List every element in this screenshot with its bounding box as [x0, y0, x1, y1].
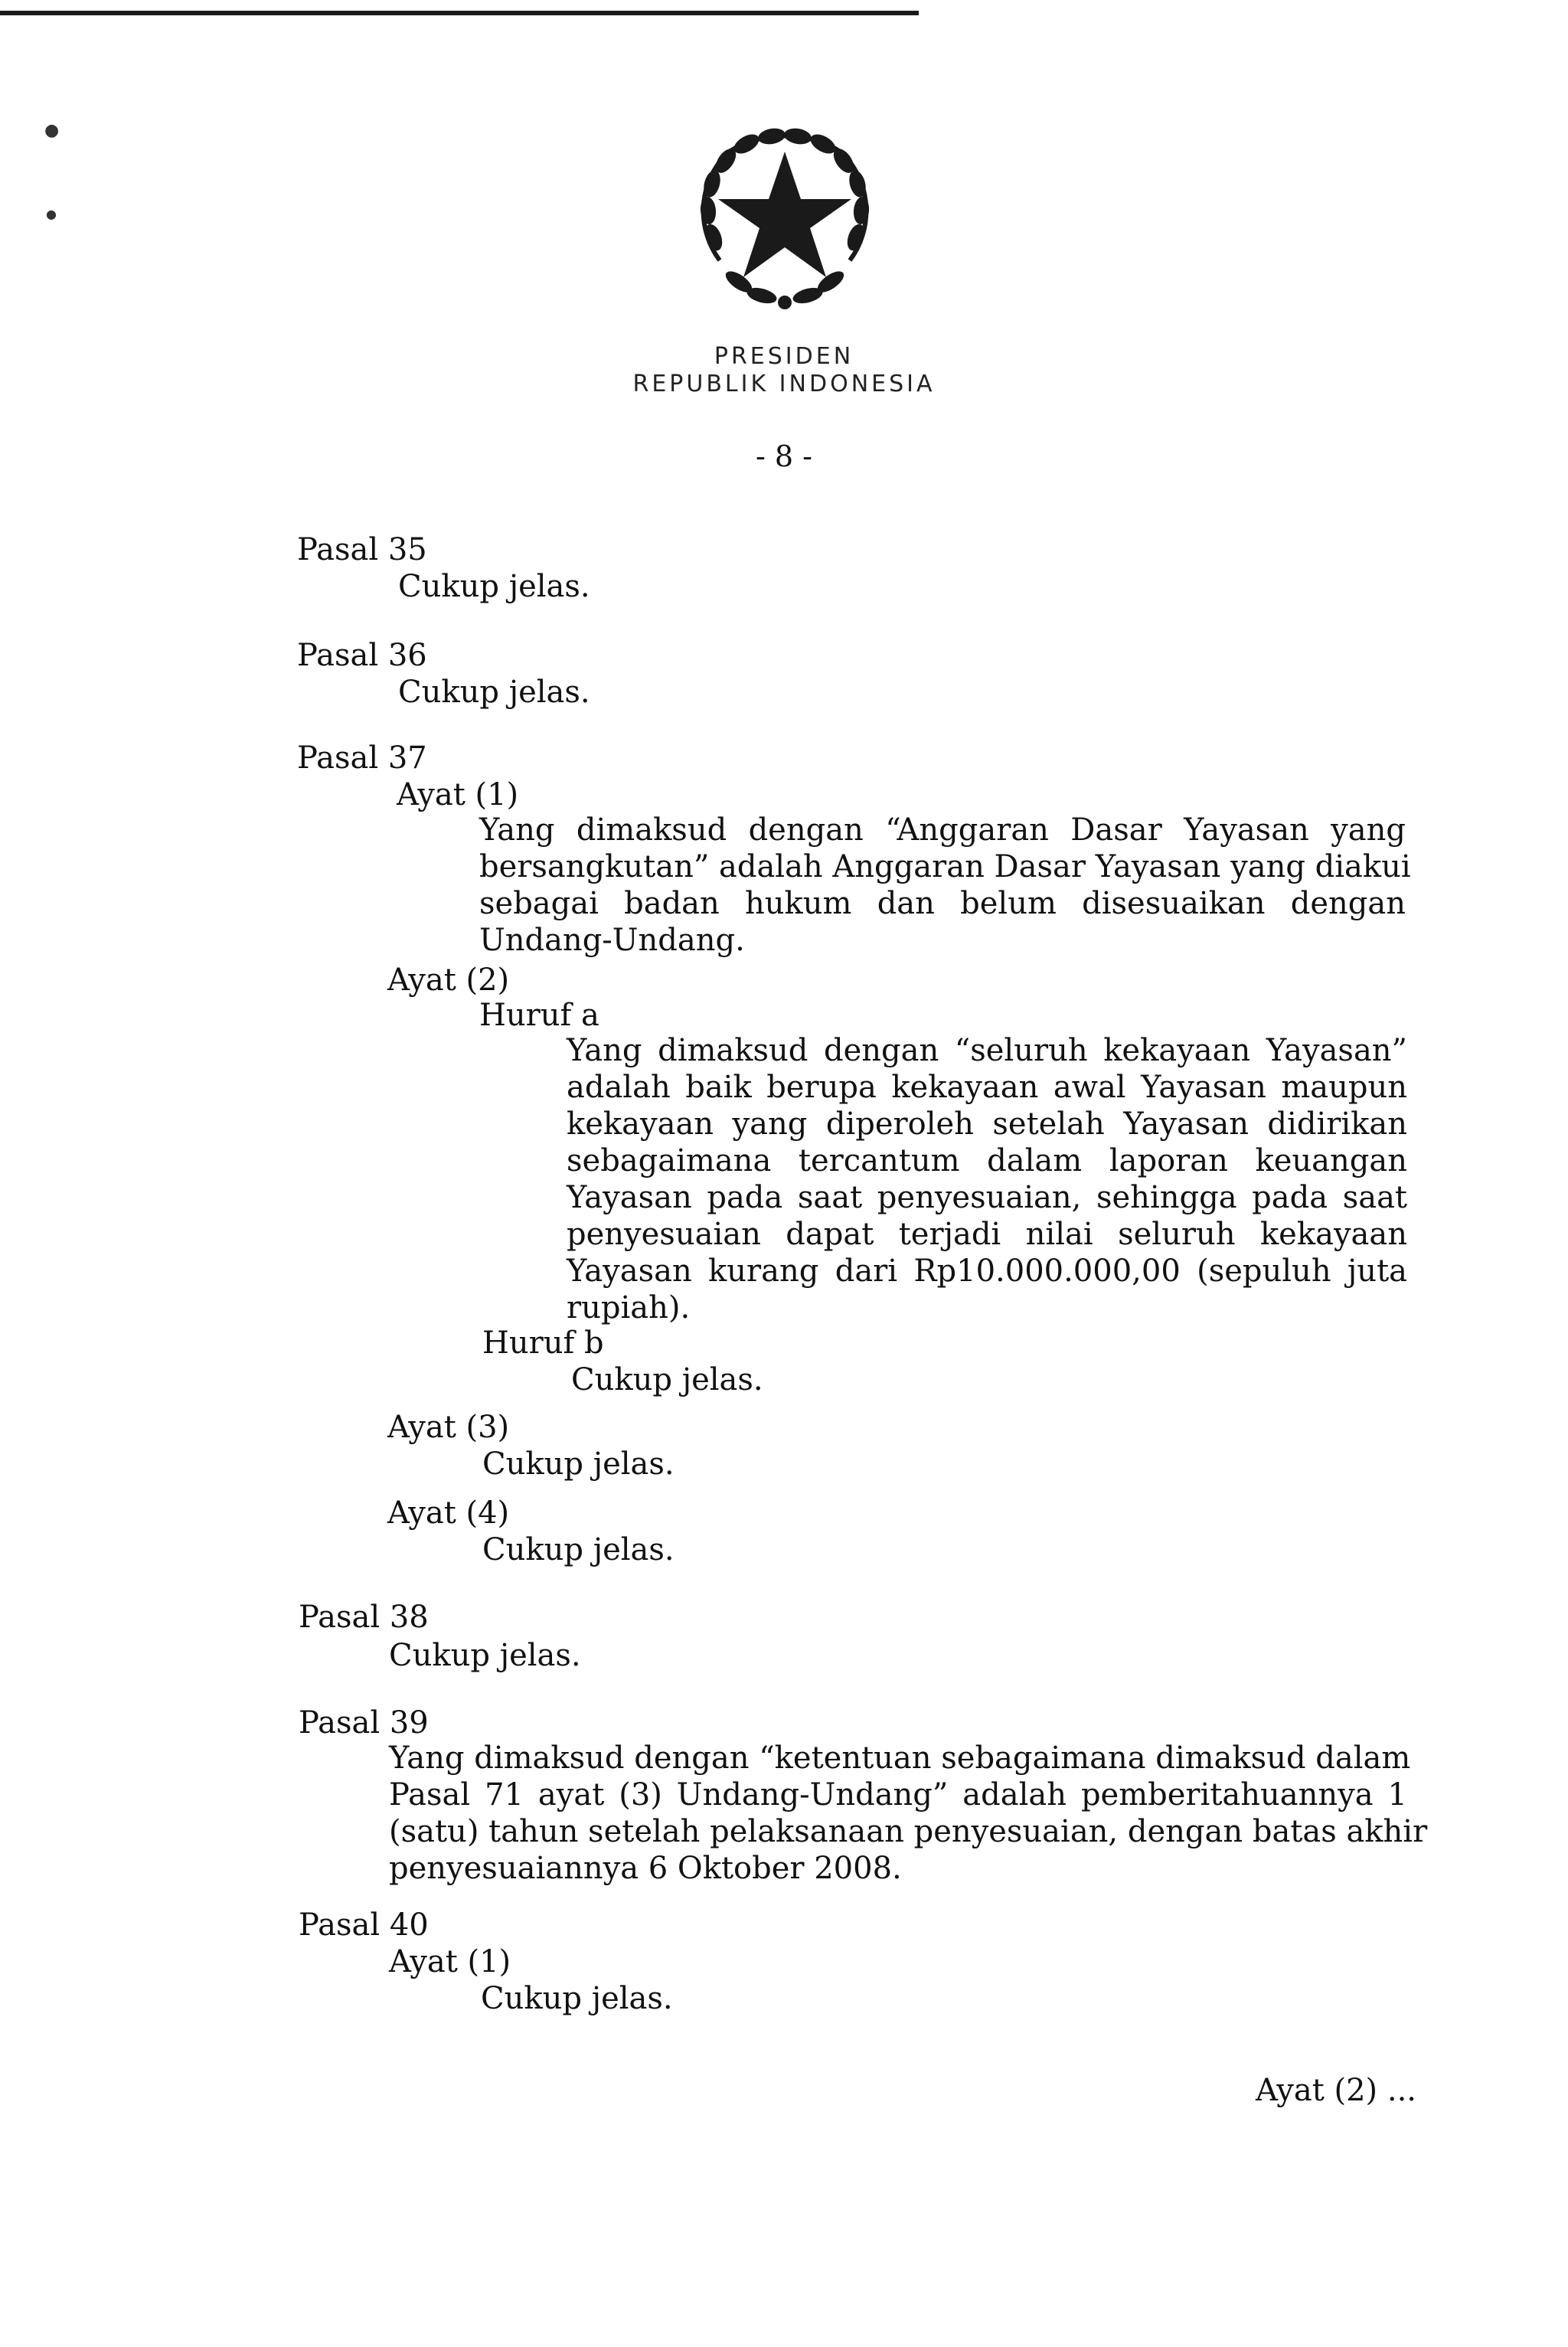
pasal-37-huruf-a-text [567, 1032, 1407, 1326]
text-line: Undang-Undang. [479, 923, 745, 958]
continuation-note: Ayat (2) ... [1256, 2073, 1417, 2108]
header-presiden: PRESIDEN [714, 343, 854, 370]
pasal-38-text: Cukup jelas. [389, 1638, 581, 1673]
text-line: Yayasan pada saat penyesuaian, sehingga pada saat [567, 1180, 1407, 1215]
text-line: Yang dimaksud dengan “seluruh kekayaan Yayasan” [567, 1033, 1407, 1068]
pasal-39-text [389, 1740, 1428, 1887]
pasal-37-ayat-4-text: Cukup jelas. [482, 1532, 675, 1567]
pasal-37-heading: Pasal 37 [297, 740, 427, 776]
scan-mark: ● [44, 121, 60, 140]
text-line: sebagai badan hukum dan belum disesuaikan dengan [479, 886, 1406, 921]
pasal-37-huruf-a-label: Huruf a [479, 998, 599, 1033]
text-line: (satu) tahun setelah pelaksanaan penyesuaian, dengan batas akhir [389, 1814, 1428, 1849]
pasal-37-huruf-b-label: Huruf b [482, 1325, 604, 1361]
pasal-35-text: Cukup jelas. [398, 569, 590, 604]
pasal-37-ayat-3-label: Ayat (3) [387, 1410, 510, 1445]
pasal-40-ayat-1-text: Cukup jelas. [481, 1981, 673, 2016]
pasal-40-ayat-1-label: Ayat (1) [389, 1944, 511, 1979]
text-line: kekayaan yang diperoleh setelah Yayasan didirikan [567, 1106, 1407, 1142]
text-line: sebagaimana tercantum dalam laporan keuangan [567, 1143, 1407, 1178]
pasal-35-heading: Pasal 35 [297, 532, 427, 567]
header-republik-indonesia: REPUBLIK INDONESIA [632, 371, 936, 397]
text-line: Yang dimaksud dengan “Anggaran Dasar Yayasan yang [479, 812, 1406, 848]
pasal-37-huruf-b-text: Cukup jelas. [571, 1362, 763, 1397]
presidential-emblem [674, 107, 896, 329]
text-line: rupiah). [567, 1290, 691, 1325]
pasal-37-ayat-4-label: Ayat (4) [387, 1495, 510, 1531]
pasal-37-ayat-2-label: Ayat (2) [387, 963, 510, 998]
scan-mark: ● [46, 207, 57, 221]
text-line: penyesuaian dapat terjadi nilai seluruh kekayaan [567, 1217, 1407, 1252]
top-rule [0, 11, 919, 15]
text-line: adalah baik berupa kekayaan awal Yayasan maupun [567, 1070, 1407, 1105]
text-line: Pasal 71 ayat (3) Undang-Undang” adalah pemberitahuannya 1 [389, 1777, 1407, 1813]
pasal-37-ayat-1-text [479, 812, 1411, 959]
page-number: - 8 - [755, 440, 812, 473]
pasal-40-heading: Pasal 40 [299, 1907, 429, 1943]
text-line: Yang dimaksud dengan “ketentuan sebagaimana dimaksud dalam [389, 1741, 1411, 1776]
pasal-38-heading: Pasal 38 [299, 1600, 429, 1635]
text-line: Yayasan kurang dari Rp10.000.000,00 (sepuluh juta [567, 1254, 1407, 1289]
text-line: penyesuaiannya 6 Oktober 2008. [389, 1851, 902, 1886]
pasal-36-heading: Pasal 36 [297, 638, 427, 673]
pasal-39-heading: Pasal 39 [299, 1705, 429, 1741]
text-line: bersangkutan” adalah Anggaran Dasar Yayasan yang diakui [479, 849, 1411, 884]
pasal-37-ayat-3-text: Cukup jelas. [482, 1446, 675, 1482]
pasal-36-text: Cukup jelas. [398, 675, 590, 710]
pasal-37-ayat-1-label: Ayat (1) [397, 777, 519, 812]
